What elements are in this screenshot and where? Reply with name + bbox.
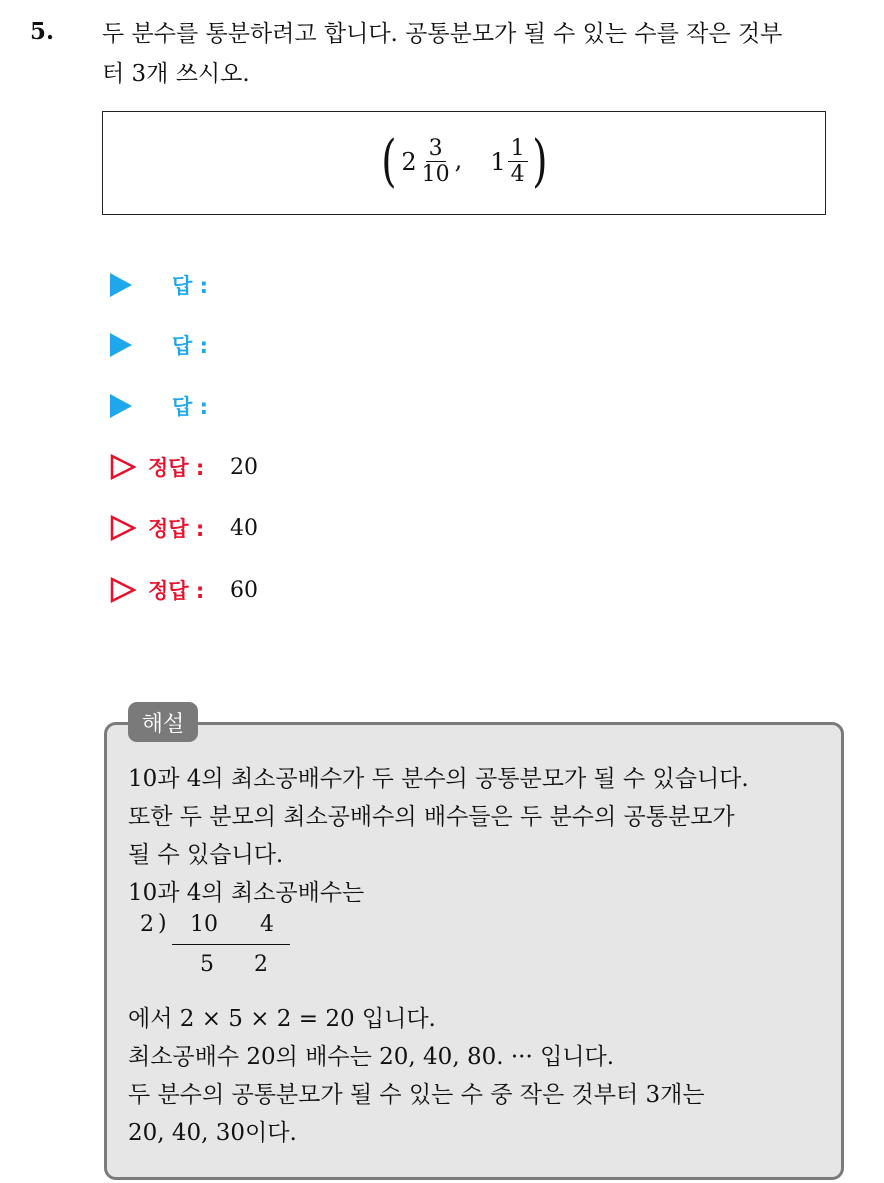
- mixed-number-2-fraction: [508, 137, 528, 188]
- play-triangle-icon: [110, 273, 132, 297]
- explanation-tag: 해설: [128, 702, 198, 742]
- separator-comma: ,: [454, 146, 463, 174]
- question-number: 5.: [30, 18, 55, 45]
- division-rule: [172, 944, 290, 945]
- fraction-1-denominator: 10: [421, 161, 450, 187]
- correct-answer-label: 정답 :: [148, 579, 205, 603]
- close-paren: ): [531, 129, 548, 194]
- fraction-2-numerator: 1: [508, 137, 528, 162]
- answer-blank-row[interactable]: [110, 389, 208, 423]
- answer-label: 답 :: [172, 395, 208, 419]
- outline-triangle-icon: [110, 515, 136, 541]
- division-quotient-a: 5: [200, 952, 214, 977]
- play-triangle-icon: [110, 333, 132, 357]
- explanation-line: 또한 두 분모의 최소공배수의 배수들은 두 분수의 공통분모가: [128, 804, 735, 830]
- question-line-1: 두 분수를 통분하려고 합니다. 공통분모가 될 수 있는 수를 작은 것부: [102, 21, 783, 47]
- correct-answer-label: 정답 :: [148, 517, 205, 541]
- division-bracket: ): [158, 911, 167, 936]
- explanation-line: 10과 4의 최소공배수는: [128, 880, 365, 906]
- division-quotient-b: 2: [254, 952, 268, 977]
- explanation-line: 최소공배수 20의 배수는 20, 40, 80. ··· 입니다.: [128, 1044, 615, 1070]
- fraction-1-numerator: 3: [426, 137, 446, 162]
- play-triangle-icon: [110, 394, 132, 418]
- explanation-line: 에서 2 × 5 × 2 = 20 입니다.: [128, 1006, 436, 1032]
- correct-answer-row: [110, 450, 258, 484]
- answer-label: 답 :: [172, 334, 208, 358]
- outline-triangle-icon: [110, 454, 136, 480]
- correct-answer-row: [110, 573, 258, 607]
- open-paren: (: [380, 129, 397, 194]
- correct-answer-label: 정답 :: [148, 456, 205, 480]
- correct-answer-value: 40: [230, 515, 258, 541]
- answer-label: 답 :: [172, 274, 208, 298]
- outline-triangle-icon: [110, 577, 136, 603]
- question-line-2: 터 3개 쓰시오.: [102, 61, 250, 87]
- fraction-box: [102, 111, 826, 215]
- correct-answer-row: [110, 511, 258, 545]
- division-divisor: 2: [140, 912, 154, 937]
- explanation-line: 20, 40, 30이다.: [128, 1120, 297, 1146]
- correct-answer-value: 60: [230, 577, 258, 603]
- explanation-line: 두 분수의 공통분모가 될 수 있는 수 중 작은 것부터 3개는: [128, 1082, 705, 1108]
- mixed-number-2-whole: 1: [490, 148, 506, 176]
- explanation-line: 될 수 있습니다.: [128, 842, 284, 868]
- question-text: [102, 14, 872, 94]
- mixed-number-1-fraction: [419, 137, 453, 188]
- mixed-number-pair: [103, 129, 825, 194]
- division-dividend-a: 10: [190, 912, 218, 937]
- answer-blank-row[interactable]: [110, 328, 208, 362]
- division-dividend-b: 4: [260, 912, 274, 937]
- fraction-2-denominator: 4: [510, 161, 525, 187]
- mixed-number-1-whole: 2: [401, 148, 417, 176]
- correct-answer-value: 20: [230, 454, 258, 480]
- answer-blank-row[interactable]: [110, 268, 208, 302]
- explanation-line: 10과 4의 최소공배수가 두 분수의 공통분모가 될 수 있습니다.: [128, 766, 749, 792]
